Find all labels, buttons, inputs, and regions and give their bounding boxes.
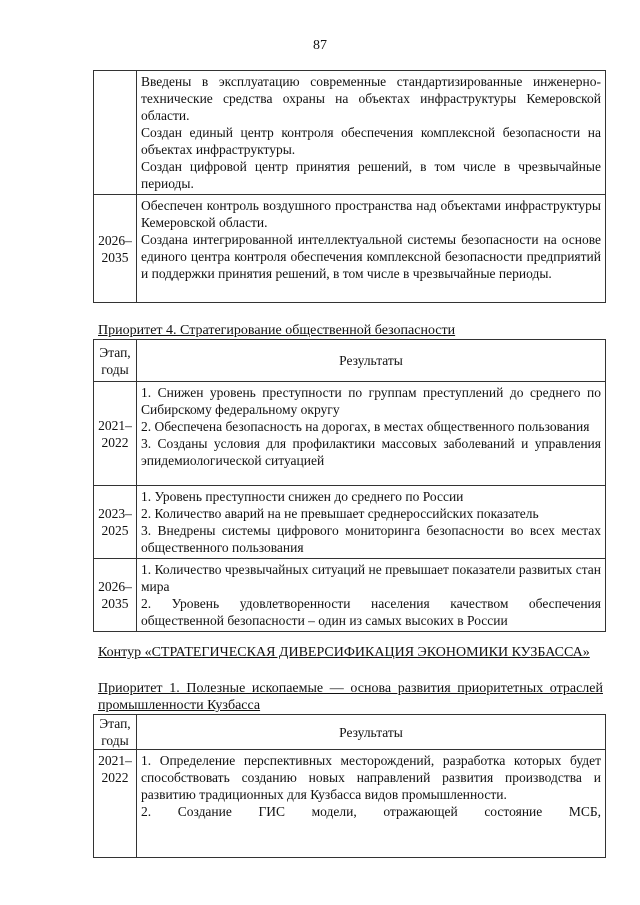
table-row xyxy=(94,486,606,559)
table-safety-infrastructure xyxy=(93,70,606,303)
period-cell xyxy=(94,71,137,195)
results-header: Результаты xyxy=(137,340,606,382)
period-header: Этап, годы xyxy=(94,340,137,382)
result-item: 1. Снижен уровень преступности по группам преступлений до среднего по Сибирскому федеральному округу xyxy=(141,385,601,417)
result-item: 1. Количество чрезвычайных ситуаций не превышает показатели развитых стан мира xyxy=(141,562,601,594)
results-cell xyxy=(137,559,606,632)
result-item: 1. Уровень преступности снижен до среднего по России xyxy=(141,489,464,504)
result-item: Создан цифровой центр принятия решений, в том числе в чрезвычайные периоды. xyxy=(141,159,601,191)
result-item: Обеспечен контроль воздушного пространства над объектами инфраструктуры Кемеровской области. xyxy=(141,198,601,230)
contour-heading: Контур «СТРАТЕГИЧЕСКАЯ ДИВЕРСИФИКАЦИЯ ЭКОНОМИКИ КУЗБАССА» xyxy=(98,645,590,660)
table-row xyxy=(94,559,606,632)
result-item: 1. Определение перспективных месторождений, разработка которых будет способствовать созданию новых направлений развития производства и развитию традиционных для Кузбасса видов промышленности. xyxy=(141,753,601,802)
priority-1-heading: Приоритет 1. Полезные ископаемые — основа развития приоритетных отраслей промышленности Кузбасса xyxy=(98,681,603,713)
results-cell xyxy=(137,382,606,486)
period-header: Этап, годы xyxy=(94,715,137,750)
period-cell: 2023–2025 xyxy=(94,486,137,559)
results-cell xyxy=(137,195,606,303)
result-item: Создан единый центр контроля обеспечения комплексной безопасности на объектах инфраструктуры. xyxy=(141,125,601,157)
table-public-safety xyxy=(93,339,606,632)
result-item: Создана интегрированной интеллектуальной системы безопасности на основе единого центра контроля обеспечения комплексной безопасности предприятий и поддержки принятия решений, в том числе в чрезвычайные периоды. xyxy=(141,232,601,281)
table-row xyxy=(94,195,606,303)
result-item: 2. Количество аварий на не превышает среднероссийских показатель xyxy=(141,506,539,521)
table-row xyxy=(94,750,606,858)
result-item: 3. Созданы условия для профилактики массовых заболеваний и управления эпидемиологической ситуацией xyxy=(141,436,601,468)
period-cell: 2021–2022 xyxy=(94,382,137,486)
table-row xyxy=(94,71,606,195)
table-header-row xyxy=(94,715,606,750)
results-header: Результаты xyxy=(137,715,606,750)
results-cell xyxy=(137,750,606,858)
table-header-row xyxy=(94,340,606,382)
result-item: Введены в эксплуатацию современные стандартизированные инженерно-технические средства охраны на объектах инфраструктуры Кемеровской области. xyxy=(141,74,601,123)
period-cell: 2026–2035 xyxy=(94,195,137,303)
priority-4-heading: Приоритет 4. Стратегирование общественной безопасности xyxy=(98,323,456,338)
results-cell xyxy=(137,71,606,195)
result-item: 2. Обеспечена безопасность на дорогах, в местах общественного пользования xyxy=(141,419,590,434)
table-minerals xyxy=(93,714,606,858)
result-item: 3. Внедрены системы цифрового мониторинга безопасности во всех местах общественного пользования xyxy=(141,523,601,555)
result-item: 2. Создание ГИС модели, отражающей состояние МСБ, xyxy=(141,804,601,819)
result-item: 2. Уровень удовлетворенности населения качеством обеспечения общественной безопасности – один из самых высоких в России xyxy=(141,596,601,628)
period-cell: 2026–2035 xyxy=(94,559,137,632)
period-cell: 2021–2022 xyxy=(94,750,137,858)
table-row xyxy=(94,382,606,486)
page-number: 87 xyxy=(313,38,327,53)
results-cell xyxy=(137,486,606,559)
